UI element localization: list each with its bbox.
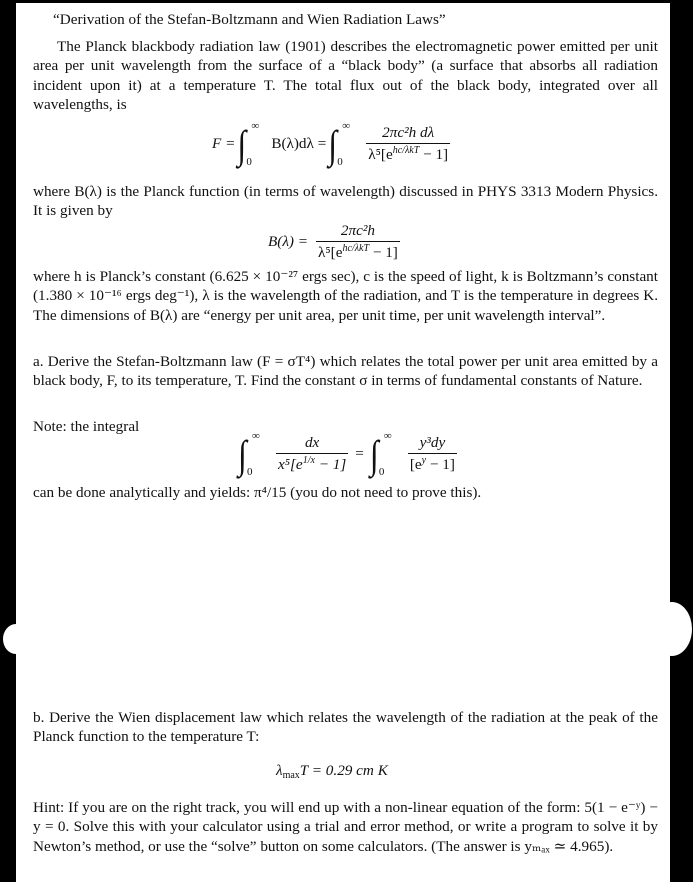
integral-sign: ∫ ∞ 0 <box>328 120 351 169</box>
flux-equation <box>212 120 453 169</box>
constants-paragraph: where h is Planck’s constant (6.625 × 10⁻²⁷ ergs sec), c is the speed of light, k is Boltzmann’s constant (1.380 × 10⁻¹⁶ ergs deg⁻¹), λ is the wavelength of the radiation, and T is the temperature in degrees K. The dimensions of B(λ) are “energy per unit area, per unit time, per unit wavelength interval”. <box>33 268 658 324</box>
flux-lhs: F = <box>212 135 236 153</box>
integral-fraction-x: $\frac{dx}{x^5[e^{1/x} - 1]}$ <box>278 434 347 474</box>
integral-sign: ∫ ∞ 0 <box>237 120 260 169</box>
planck-lhs: B(λ) = <box>268 233 309 251</box>
integral-fraction-y: $\frac{\text{y³dy}}{[e^y - 1]}$ <box>409 434 455 474</box>
planck-fraction: $\frac{\text{2πc²h}}{\lambda^5[e^{hc/\lambda kT} - 1]}$ <box>318 222 398 262</box>
part-a-paragraph: a. Derive the Stefan-Boltzmann law (F = σT⁴) which relates the total power per unit area emitted by a black body, F, to its temperature, T. Find the constant σ in terms of fundamental constants of Nature. <box>33 353 658 390</box>
flux-middle: B(λ)dλ = <box>271 135 327 153</box>
integral-sign: ∫ ∞ 0 <box>238 430 260 479</box>
planck-intro-paragraph: where B(λ) is the Planck function (in terms of wavelength) discussed in PHYS 3313 Modern Physics. It is given by <box>33 183 658 220</box>
integral-identity-equation <box>236 430 460 479</box>
equals-sign: = <box>355 445 364 463</box>
planck-equation <box>268 222 403 262</box>
integral-result-paragraph: can be done analytically and yields: π⁴/15 (you do not need to prove this). <box>33 484 482 501</box>
hint-paragraph: Hint: If you are on the right track, you will end up with a non-linear equation of the form: 5(1 − e⁻ʸ) − y = 0. Solve this with your calculator using a trial and error method, or write a program to solve it by Newton’s method, or use the “solve” button on some calculators. (The answer is yₘₐₓ ≃ 4.965). <box>33 799 658 855</box>
wien-equation: λ $_{max}$ T = 0.29 cm K <box>276 762 388 781</box>
integral-sign: ∫ ∞ 0 <box>369 430 392 479</box>
flux-fraction: $\frac{\text{2πc²h dλ}}{\lambda^5[e^{hc/\lambda kT} - 1]}$ <box>368 124 449 164</box>
intro-paragraph: The Planck blackbody radiation law (1901) describes the electromagnetic power emitted per unit area per unit wavelength from the surface of a “black body” (a surface that absorbs all radiation incident upon it) at a temperature T. The total flux out of the black body, integrated over all wavelengths, is <box>33 38 658 114</box>
note-label: Note: the integral <box>33 418 140 435</box>
document-title: “Derivation of the Stefan-Boltzmann and Wien Radiation Laws” <box>53 11 446 28</box>
part-b-paragraph: b. Derive the Wien displacement law which relates the wavelength of the radiation at the peak of the Planck function to the temperature T: <box>33 709 658 746</box>
page-edge-artifact-right <box>655 602 692 656</box>
page-edge-artifact-left <box>3 624 29 654</box>
